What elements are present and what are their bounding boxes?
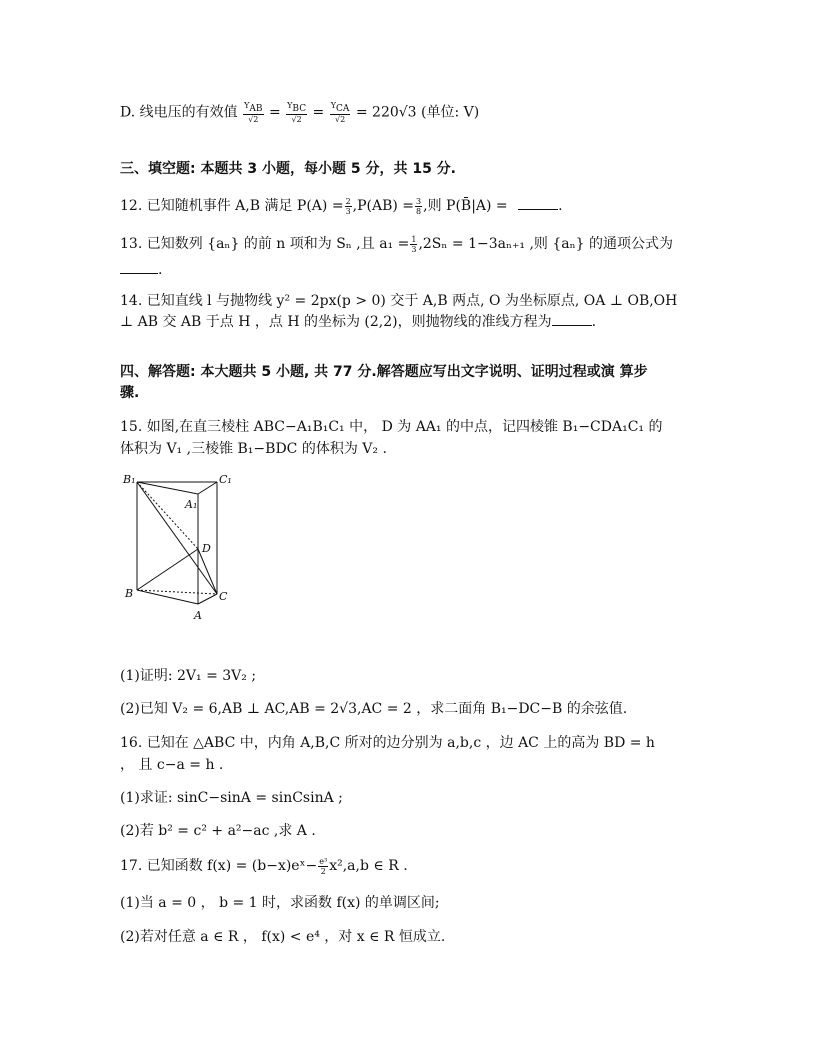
edge-b-a [137, 590, 198, 604]
q17-part2: (2)若对任意 a ∈ R ， f(x) < e⁴ ，对 x ∈ R 恒成立. [120, 929, 446, 945]
prism-figure [115, 470, 245, 626]
q12: 12. 已知随机事件 A,B 满足 P(A) = $\frac{2}{3}$ ,P(AB) = $\frac{3}{8}$ ,则 P(B̄|A) = . [120, 196, 563, 216]
q16-line2: ， 且 c−a = h . [120, 757, 224, 773]
edge-a-c [198, 594, 217, 604]
q11-prefix: D. 线电压的有效值 [120, 104, 238, 121]
q14-line1: 14. 已知直线 l 与抛物线 y² = 2px(p > 0) 交于 A,B 两点, O 为坐标原点, OA ⊥ OB,OH [120, 293, 678, 309]
q13-frac-a1: $\frac{1}{3}$ [411, 234, 417, 254]
edge-b1-c [137, 482, 217, 594]
q15-part1: (1)证明: 2V₁ = 3V₂ ; [120, 668, 257, 684]
q11-option-d: D. 线电压的有效值 $\frac{Y_{AB}}{√2}$ = $\frac{Y_{BC}}{√2}$ = $\frac{Y_{CA}}{√2}$ = 220√3 (单位: V) [120, 101, 480, 124]
label-b1: B₁ [123, 473, 136, 486]
label-a: A [194, 609, 202, 622]
q11-frac-ca: $\frac{Y_{CA}}{√2}$ [330, 101, 350, 124]
q12-frac-pab: $\frac{3}{8}$ [416, 196, 422, 216]
q17-frac: $\frac{\text{e³}}{2}$ [319, 856, 328, 876]
q11-frac-ab: $\frac{Y_{AB}}{√2}$ [244, 101, 263, 124]
q17-part1: (1)当 a = 0 ， b = 1 时，求函数 f(x) 的单调区间; [120, 895, 440, 911]
q12-answer-blank[interactable] [518, 197, 558, 210]
q14-line2: ⊥ AB 交 AB 于点 H ，点 H 的坐标为 (2,2)，则抛物线的准线方程为 . [120, 314, 597, 330]
section-4-heading-line2: 骤. [120, 385, 140, 401]
q13-answer-blank[interactable] [120, 261, 158, 274]
q15-line2: 体积为 V₁ ,三棱锥 B₁−BDC 的体积为 V₂ . [120, 441, 387, 457]
q14-answer-blank[interactable] [552, 313, 592, 326]
q13-line1: 13. 已知数列 {aₙ} 的前 n 项和为 Sₙ ,且 a₁ = $\frac{1}{3}$ ,2Sₙ = 1−3aₙ₊₁ ,则 {aₙ} 的通项公式为 [120, 234, 674, 254]
edge-b-d [137, 549, 198, 590]
q17-line1: 17. 已知函数 f(x) = (b−x)eˣ− $\frac{\text{e³}}{2}$ x²,a,b ∈ R . [120, 856, 408, 876]
q15-part2: (2)已知 V₂ = 6,AB ⊥ AC,AB = 2√3,AC = 2 ，求二面角 B₁−DC−B 的余弦值. [120, 701, 628, 717]
q15-line1: 15. 如图,在直三棱柱 ABC−A₁B₁C₁ 中， D 为 AA₁ 的中点，记四棱锥 B₁−CDA₁C₁ 的 [120, 419, 663, 435]
q11-unit: (单位: V) [421, 104, 480, 121]
label-c1: C₁ [219, 473, 232, 486]
q16-part2: (2)若 b² = c² + a²−ac ,求 A . [120, 823, 316, 839]
label-b: B [125, 587, 134, 600]
q16-part1: (1)求证: sinC−sinA = sinCsinA ; [120, 790, 343, 806]
label-c: C [219, 590, 228, 603]
section-3-heading: 三、填空题: 本题共 3 小题，每小题 5 分，共 15 分. [120, 161, 456, 177]
q12-frac-pa: $\frac{2}{3}$ [345, 196, 351, 216]
q16-line1: 16. 已知在 △ABC 中，内角 A,B,C 所对的边分别为 a,b,c ，边 AC 上的高为 BD = h [120, 735, 655, 751]
label-a1: A₁ [185, 498, 198, 511]
section-4-heading-line1: 四、解答题: 本大题共 5 小题, 共 77 分.解答题应写出文字说明、证明过程或演 算步 [120, 364, 648, 380]
q13-line2: . [120, 260, 162, 280]
label-d: D [202, 542, 211, 555]
edge-a1-c1 [198, 482, 217, 494]
q11-value: = 220√3 [355, 104, 417, 121]
q11-frac-bc: $\frac{Y_{BC}}{√2}$ [287, 101, 307, 124]
edge-b-c-hidden [137, 590, 217, 594]
